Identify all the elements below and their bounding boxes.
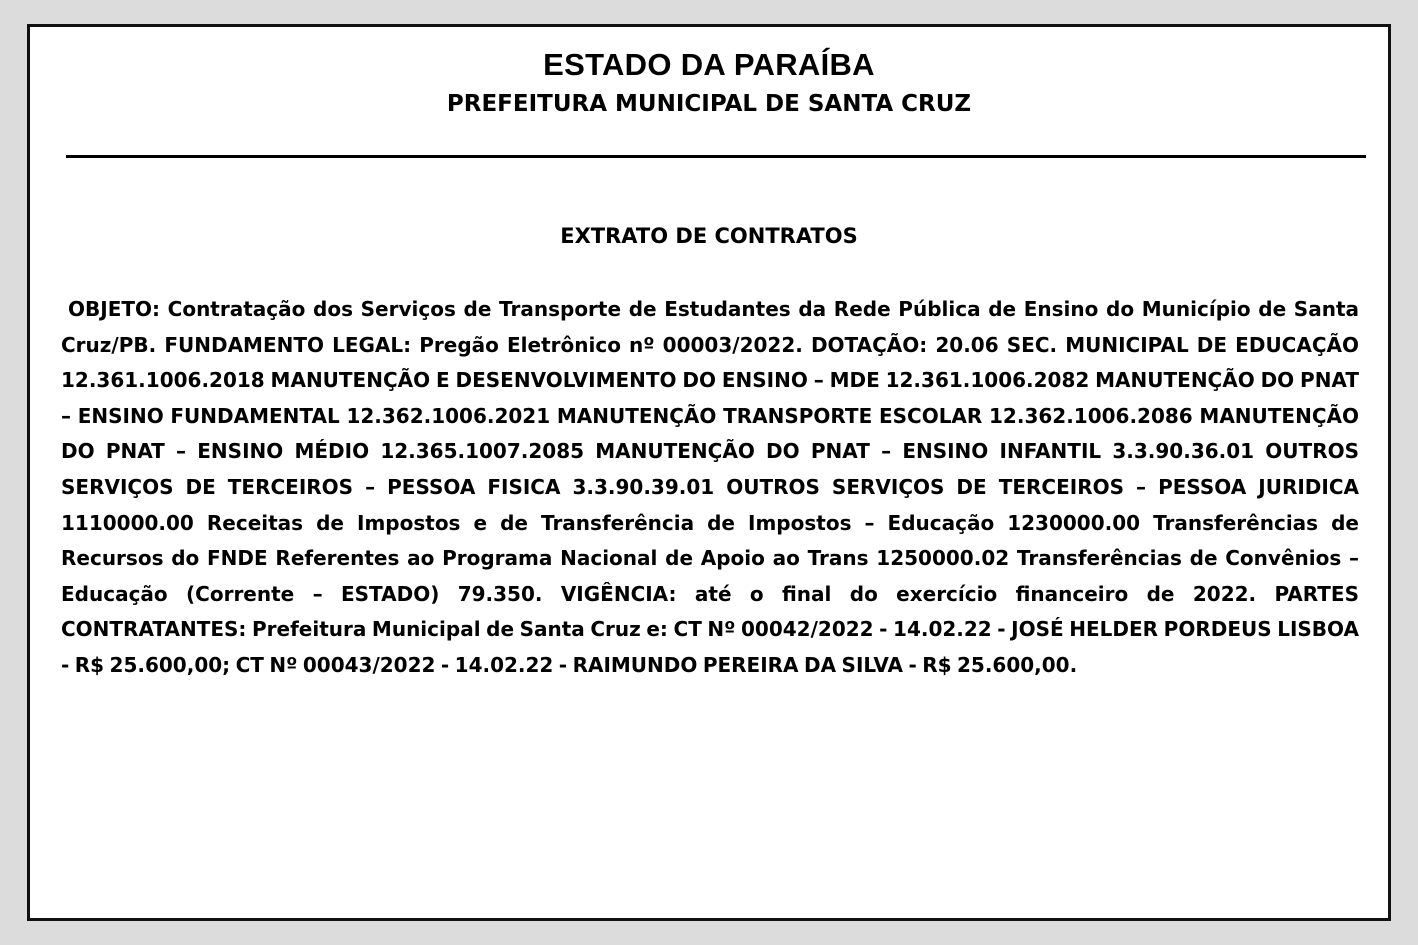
header-divider bbox=[66, 155, 1366, 158]
document-title: EXTRATO DE CONTRATOS bbox=[560, 224, 858, 248]
state-heading: ESTADO DA PARAÍBA bbox=[543, 47, 875, 82]
municipality-heading: PREFEITURA MUNICIPAL DE SANTA CRUZ bbox=[446, 91, 972, 117]
contract-extract-body: OBJETO: Contratação dos Serviços de Transporte de Estudantes da Rede Pública de Ensino do Município de Santa Cruz/PB. FUNDAMENTO LEGAL: Pregão Eletrônico nº 00003/2022. DOTAÇÃO: 20.06 SEC. MUNICIPAL DE EDUCAÇÃO 12.361.1006.2018 MANUTENÇÃO E DESENVOLVIMENTO DO ENSINO – MDE 12.361.1006.2082 MANUTENÇÃO DO PNAT – ENSINO FUNDAMENTAL 12.362.1006.2021 MANUTENÇÃO TRANSPORTE ESCOLAR 12.362.1006.2086 MANUTENÇÃO DO PNAT – ENSINO MÉDIO 12.365.1007.2085 MANUTENÇÃO DO PNAT – ENSINO INFANTIL 3.3.90.36.01 OUTROS SERVIÇOS DE TERCEIROS – PESSOA FISICA 3.3.90.39.01 OUTROS SERVIÇOS DE TERCEIROS – PESSOA JURIDICA 1110000.00 Receitas de Impostos e de Transferência de Impostos – Educação 1230000.00 Transferências de Recursos do FNDE Referentes ao Programa Nacional de Apoio ao Trans 1250000.02 Transferências de Convênios – Educação (Corrente – ESTADO) 79.350. VIGÊNCIA: até o final do exercício financeiro de 2022. PARTES CONTRATANTES: Prefeitura Municipal de Santa Cruz e: CT Nº 00042/2022 - 14.02.22 - JOSÉ HELDER PORDEUS LISBOA - R$ 25.600,00; CT Nº 00043/2022 - 14.02.22 - RAIMUNDO PEREIRA DA SILVA - R$ 25.600,00. bbox=[61, 297, 1359, 677]
notice-frame bbox=[27, 24, 1391, 921]
